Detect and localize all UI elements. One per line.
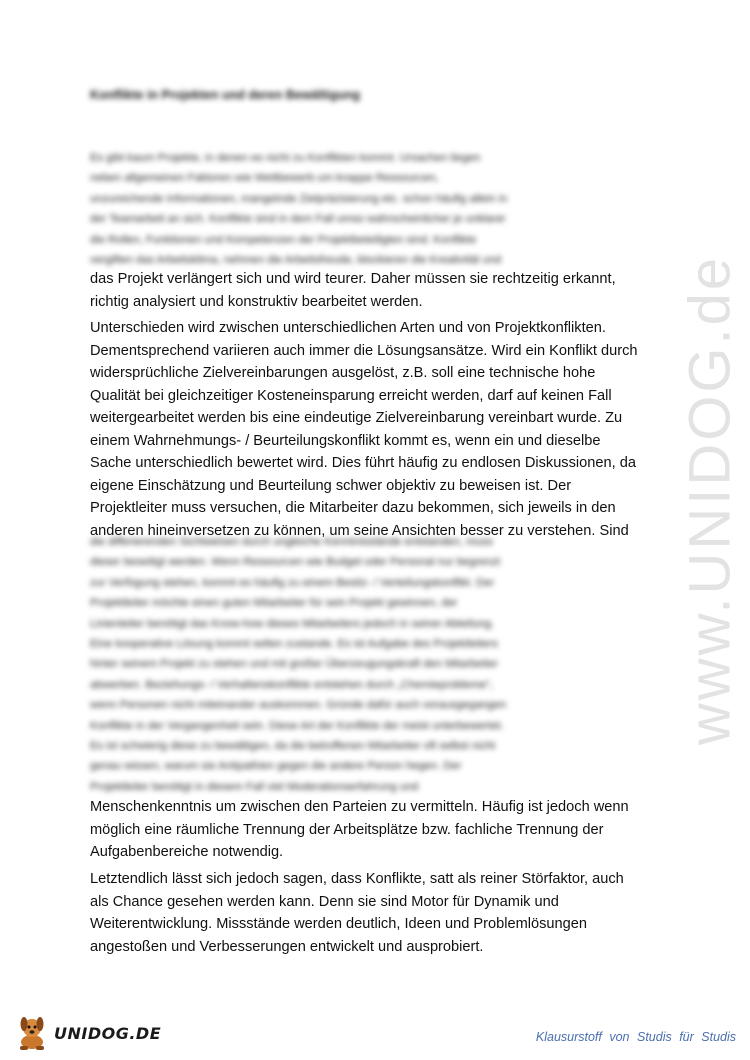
text-line: Projektleiter muss versuchen, die Mitarbeiter dazu bekommen, sich jeweils in den xyxy=(90,500,616,516)
text-line: vergiften das Arbeitsklima, nehmen die Arbeitsfreude, blockieren die Kreativität und xyxy=(90,254,502,267)
paragraph-2-blurred xyxy=(90,532,662,797)
paragraph-2-visible xyxy=(90,317,670,542)
text-line: Weiterentwicklung. Missstände werden deutlich, Ideen und Problemlösungen xyxy=(90,916,588,932)
text-line: weitergearbeitet werden bis eine eindeutige Zielvereinbarung vereinbart wurde. Zu xyxy=(90,410,623,426)
logo-text: UNIDOG.DE xyxy=(54,1024,162,1043)
text-line: anderen hineinversetzen zu können, um seine Ansichten besser zu verstehen. Sind xyxy=(90,522,629,539)
text-line: Eine kooperative Lösung kommt selten zustande. Es ist Aufgabe des Projektleiters xyxy=(90,638,498,651)
text-line: Konflikte in der Vergangenheit sein. Diese Art der Konflikte der meist unterbewertet. xyxy=(90,719,504,732)
text-line: Aufgabenbereiche notwendig. xyxy=(90,844,284,860)
text-line: der Teamarbeit an sich. Konflikte sind in dem Fall umso wahrscheinlicher je unklarer xyxy=(90,213,506,226)
text-line: die differierenden Sichtweisen durch ungleiche Kenntnisstände entstanden, muss xyxy=(90,536,493,548)
text-line: hinter seinem Projekt zu stehen und mit großer Überzeugungskraft den Mitarbeiter xyxy=(90,658,498,671)
text-line: Letztendlich lässt sich jedoch sagen, dass Konflikte, satt als reiner Störfaktor, auch xyxy=(90,871,624,887)
text-line: Menschenkenntnis um zwischen den Parteien zu vermitteln. Häufig ist jedoch wenn xyxy=(90,799,629,815)
text-line: eigene Einschätzung und Beurteilung schwer objektiv zu beweisen ist. Der xyxy=(90,477,572,494)
dog-mascot-icon xyxy=(14,1012,50,1052)
unidog-logo[interactable] xyxy=(14,1012,164,1052)
text-line: Dementsprechend variieren auch immer die Lösungsansätze. Wird ein Konflikt durch xyxy=(90,342,638,359)
text-line: unzureichende Informationen, mangelnde Zielpräzisierung etc. schon häufig allein in xyxy=(90,192,508,205)
paragraph-1-blurred xyxy=(90,148,662,270)
paragraph-1-visible xyxy=(90,268,670,313)
watermark: www.UNIDOG.de xyxy=(677,254,743,746)
footer-tagline: Klausurstoff von Studis für Studis xyxy=(535,1030,736,1044)
text-line: Projektleiter möchte einen guten Mitarbeiter für sein Projekt gewinnen, der xyxy=(90,597,458,610)
text-line: Es gibt kaum Projekte, in denen es nicht zu Konflikten kommt. Ursachen liegen xyxy=(90,152,481,164)
text-line: Linienleiter benötigt das Know-how dieses Mitarbeiters jedoch in seiner Abteilung. xyxy=(90,617,495,630)
text-line: richtig analysiert und konstruktiv bearbeitet werden. xyxy=(90,293,423,310)
text-line: Unterschieden wird zwischen unterschiedlichen Arten und von Projektkonflikten. xyxy=(90,320,606,336)
paragraph-2-end-visible xyxy=(90,796,670,864)
text-line: Projektleiter benötigt in diesem Fall viel Moderationserfahrung und xyxy=(90,780,419,793)
text-line: angestoßen und Verbesserungen entwickelt und ausprobiert. xyxy=(90,938,484,955)
text-line: als Chance gesehen werden kann. Denn sie sind Motor für Dynamik und xyxy=(90,893,559,910)
text-line: abwerben. Beziehungs- / Verhaltenskonflikte entstehen durch „Chemieprobleme“, xyxy=(90,678,493,691)
text-line: genau wissen, warum sie Antipathien gegen die andere Person hegen. Der xyxy=(90,760,462,773)
text-line: das Projekt verlängert sich und wird teurer. Daher müssen sie rechtzeitig erkannt, xyxy=(90,271,616,287)
text-line: widersprüchliche Zielvereinbarungen ausgelöst, z.B. soll eine technische hohe xyxy=(90,365,596,381)
document-heading: Konflikte in Projekten und deren Bewältigung xyxy=(90,88,361,102)
text-line: neben allgemeinen Faktoren wie Wettbewerb um knappe Ressourcen, xyxy=(90,172,439,185)
text-line: dieser beseitigt werden. Wenn Ressourcen wie Budget oder Personal nur begrenzt xyxy=(90,556,501,569)
text-line: wenn Personen nicht miteinander auskommen. Gründe dafür auch vorausgegangen xyxy=(90,699,507,712)
text-line: Es ist schwierig diese zu bewältigen, da die betroffenen Mitarbeiter oft selbst nicht xyxy=(90,740,496,753)
paragraph-3-visible xyxy=(90,868,670,958)
text-line: Qualität bei gleichzeitiger Kosteneinsparung erreicht werden, darf auf keinen Fall xyxy=(90,387,612,404)
text-line: zur Verfügung stehen, kommt es häufig zu einem Besitz- / Verteilungskonflikt. Der xyxy=(90,576,495,589)
text-line: möglich eine räumliche Trennung der Arbeitsplätze bzw. fachliche Trennung der xyxy=(90,821,604,838)
text-line: einem Wahrnehmungs- / Beurteilungskonflikt kommt es, wenn ein und dieselbe xyxy=(90,432,601,449)
text-line: Sache unterschiedlich bewertet wird. Dies führt häufig zu endlosen Diskussionen, da xyxy=(90,455,636,471)
text-line: die Rollen, Funktionen und Kompetenzen der Projektbeteiligten sind. Konflikte xyxy=(90,233,477,246)
